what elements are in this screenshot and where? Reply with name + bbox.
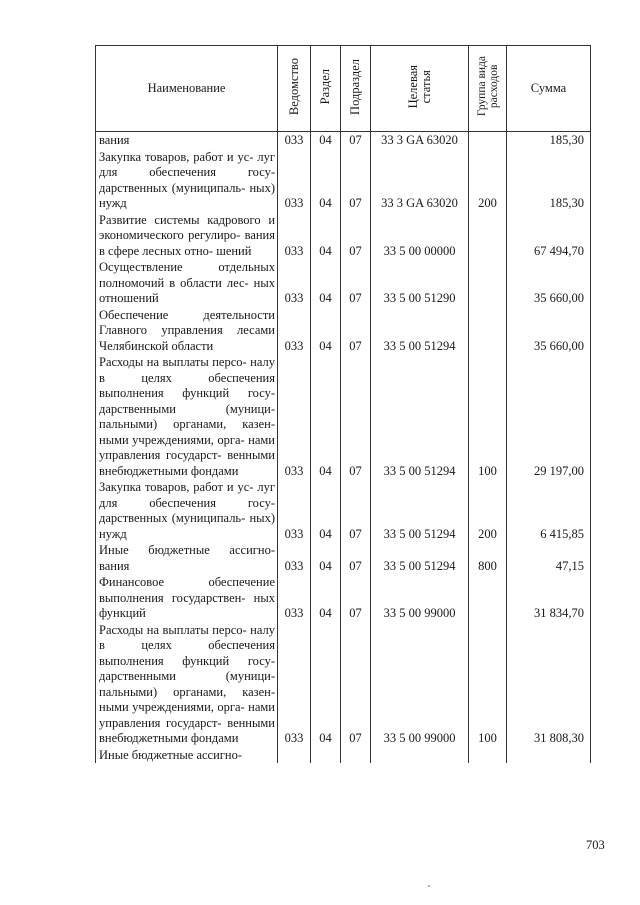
podrazdel-cell: 07 <box>341 479 371 542</box>
celevaya-cell: 33 5 00 00000 <box>371 212 469 260</box>
name-line: дарственных (муниципаль- <box>99 180 246 195</box>
celevaya-cell: 33 5 00 51294 <box>371 479 469 542</box>
summa-cell: 35 660,00 <box>507 259 591 307</box>
razdel-cell: 04 <box>311 354 341 479</box>
razdel-cell: 04 <box>311 307 341 355</box>
podrazdel-cell: 07 <box>341 574 371 622</box>
header-summa: Сумма <box>507 46 591 132</box>
name-cell <box>96 212 278 260</box>
name-line: выполнения функций госу- <box>99 386 275 400</box>
name-line: венными внебюджетными <box>99 448 275 478</box>
podrazdel-cell: 07 <box>341 622 371 747</box>
summa-cell: 185,30 <box>507 149 591 212</box>
gruppa-cell: 100 <box>469 622 507 747</box>
budget-table <box>95 45 591 763</box>
gruppa-cell: 800 <box>469 542 507 574</box>
summa-cell <box>507 747 591 764</box>
podrazdel-cell: 07 <box>341 132 371 149</box>
name-line: фондами <box>190 731 239 745</box>
name-line: налу в целях обеспечения <box>99 355 275 385</box>
name-line: Расходы на выплаты персо- <box>99 355 247 369</box>
name-line: ными учреждениями, орга- <box>99 700 245 714</box>
header-gruppa-vida-rashodov: Группа вида расходов <box>469 46 507 132</box>
name-line: Челябинской области <box>99 338 214 353</box>
celevaya-cell: 33 3 GA 63020 <box>371 149 469 212</box>
name-line: ных) нужд <box>99 511 275 541</box>
name-cell <box>96 354 278 479</box>
name-line: Главного управления лесами <box>99 323 275 337</box>
ved-cell: 033 <box>278 574 311 622</box>
header-razdel: Раздел <box>311 46 341 132</box>
gruppa-cell <box>469 259 507 307</box>
name-cell <box>96 132 278 149</box>
name-line: выполнения функций госу- <box>99 653 275 668</box>
name-line: Закупка товаров, работ и ус- <box>99 149 254 164</box>
name-line: пальными) органами, казен- <box>99 684 275 699</box>
name-line: пальными) органами, казен- <box>99 417 275 431</box>
ved-cell: 033 <box>278 212 311 260</box>
name-cell <box>96 542 278 574</box>
podrazdel-cell: 07 <box>341 149 371 212</box>
header-vedomstvo: Ведомство <box>278 46 311 132</box>
celevaya-cell: 33 5 00 99000 <box>371 574 469 622</box>
celevaya-cell <box>371 747 469 764</box>
razdel-cell: 04 <box>311 479 341 542</box>
table-row <box>96 307 591 355</box>
gruppa-cell <box>469 307 507 355</box>
razdel-cell: 04 <box>311 132 341 149</box>
name-line: и экономического регулиро- <box>99 212 276 242</box>
gruppa-cell: 200 <box>469 479 507 542</box>
gruppa-cell <box>469 212 507 260</box>
name-cell <box>96 479 278 542</box>
name-line: Расходы на выплаты персо- <box>99 622 247 637</box>
ved-cell: 033 <box>278 542 311 574</box>
celevaya-cell: 33 5 00 51294 <box>371 307 469 355</box>
celevaya-cell: 33 5 00 51294 <box>371 354 469 479</box>
table-row <box>96 259 591 307</box>
name-line: выполнения государствен- <box>99 590 246 605</box>
table-body <box>96 132 591 764</box>
gruppa-cell: 200 <box>469 149 507 212</box>
razdel-cell <box>311 747 341 764</box>
name-line: ных отношений <box>99 275 275 305</box>
name-line: Осуществление отдельных <box>99 260 275 274</box>
table-row <box>96 747 591 764</box>
gruppa-cell <box>469 132 507 149</box>
name-cell <box>96 149 278 212</box>
summa-cell: 185,30 <box>507 132 591 149</box>
name-line: вания <box>99 133 130 147</box>
name-line: дарственными (муници- <box>99 401 275 416</box>
table-row <box>96 149 591 212</box>
podrazdel-cell: 07 <box>341 259 371 307</box>
table-row <box>96 622 591 747</box>
podrazdel-cell: 07 <box>341 354 371 479</box>
name-cell <box>96 307 278 355</box>
ved-cell: 033 <box>278 479 311 542</box>
table-row <box>96 212 591 260</box>
celevaya-cell: 33 5 00 51290 <box>371 259 469 307</box>
ved-cell <box>278 747 311 764</box>
ved-cell: 033 <box>278 132 311 149</box>
header-podrazdel: Подраздел <box>341 46 371 132</box>
name-line: ными учреждениями, орга- <box>99 432 245 447</box>
podrazdel-cell: 07 <box>341 307 371 355</box>
table-row <box>96 354 591 479</box>
razdel-cell: 04 <box>311 259 341 307</box>
name-line: вания в сфере лесных отно- <box>99 228 275 258</box>
table-row <box>96 479 591 542</box>
podrazdel-cell: 07 <box>341 212 371 260</box>
name-line: луг для обеспечения госу- <box>99 149 276 179</box>
name-line: шений <box>216 243 252 258</box>
celevaya-cell: 33 5 00 99000 <box>371 622 469 747</box>
name-line: ных) нужд <box>99 180 275 210</box>
razdel-cell: 04 <box>311 149 341 212</box>
razdel-cell: 04 <box>311 542 341 574</box>
summa-cell: 47,15 <box>507 542 591 574</box>
name-line: вания <box>99 558 130 573</box>
razdel-cell: 04 <box>311 212 341 260</box>
name-line: нами управления государст- <box>99 432 275 462</box>
header-name: Наименование <box>96 46 278 132</box>
name-line: Обеспечение деятельности <box>99 307 275 322</box>
summa-cell: 6 415,85 <box>507 479 591 542</box>
name-line: налу в целях обеспечения <box>99 622 275 652</box>
podrazdel-cell: 07 <box>341 542 371 574</box>
name-line: дарственных (муниципаль- <box>99 511 246 525</box>
gruppa-cell: 100 <box>469 354 507 479</box>
table-row <box>96 132 591 149</box>
name-cell <box>96 747 278 764</box>
name-line: полномочий в области лес- <box>99 275 249 290</box>
ved-cell: 033 <box>278 149 311 212</box>
name-cell <box>96 574 278 622</box>
ved-cell: 033 <box>278 622 311 747</box>
name-line: дарственными (муници- <box>99 669 275 683</box>
ved-cell: 033 <box>278 354 311 479</box>
table-header <box>96 46 591 132</box>
ved-cell: 033 <box>278 259 311 307</box>
name-line: ных функций <box>99 590 275 620</box>
summa-cell: 29 197,00 <box>507 354 591 479</box>
celevaya-cell: 33 5 00 51294 <box>371 542 469 574</box>
name-line: Иные бюджетные ассигно- <box>99 747 243 762</box>
name-cell <box>96 622 278 747</box>
name-line: Закупка товаров, работ и ус- <box>99 480 254 494</box>
name-line: Финансовое обеспечение <box>99 575 275 589</box>
scan-speck <box>428 885 430 887</box>
razdel-cell: 04 <box>311 574 341 622</box>
ved-cell: 033 <box>278 307 311 355</box>
table-row <box>96 574 591 622</box>
summa-cell: 35 660,00 <box>507 307 591 355</box>
razdel-cell: 04 <box>311 622 341 747</box>
page-number: 703 <box>586 838 605 852</box>
name-line: Иные бюджетные ассигно- <box>99 543 275 557</box>
name-line: Развитие системы кадрового <box>99 212 261 227</box>
podrazdel-cell <box>341 747 371 764</box>
name-line: венными внебюджетными <box>99 715 275 745</box>
name-line: нами управления государст- <box>99 700 275 730</box>
summa-cell: 31 808,30 <box>507 622 591 747</box>
summa-cell: 31 834,70 <box>507 574 591 622</box>
gruppa-cell <box>469 747 507 764</box>
table-row <box>96 542 591 574</box>
celevaya-cell: 33 3 GA 63020 <box>371 132 469 149</box>
name-line: фондами <box>190 463 239 478</box>
header-celevaya-statya: Целевая статья <box>371 46 469 132</box>
summa-cell: 67 494,70 <box>507 212 591 260</box>
gruppa-cell <box>469 574 507 622</box>
name-cell <box>96 259 278 307</box>
name-line: луг для обеспечения госу- <box>99 480 276 510</box>
